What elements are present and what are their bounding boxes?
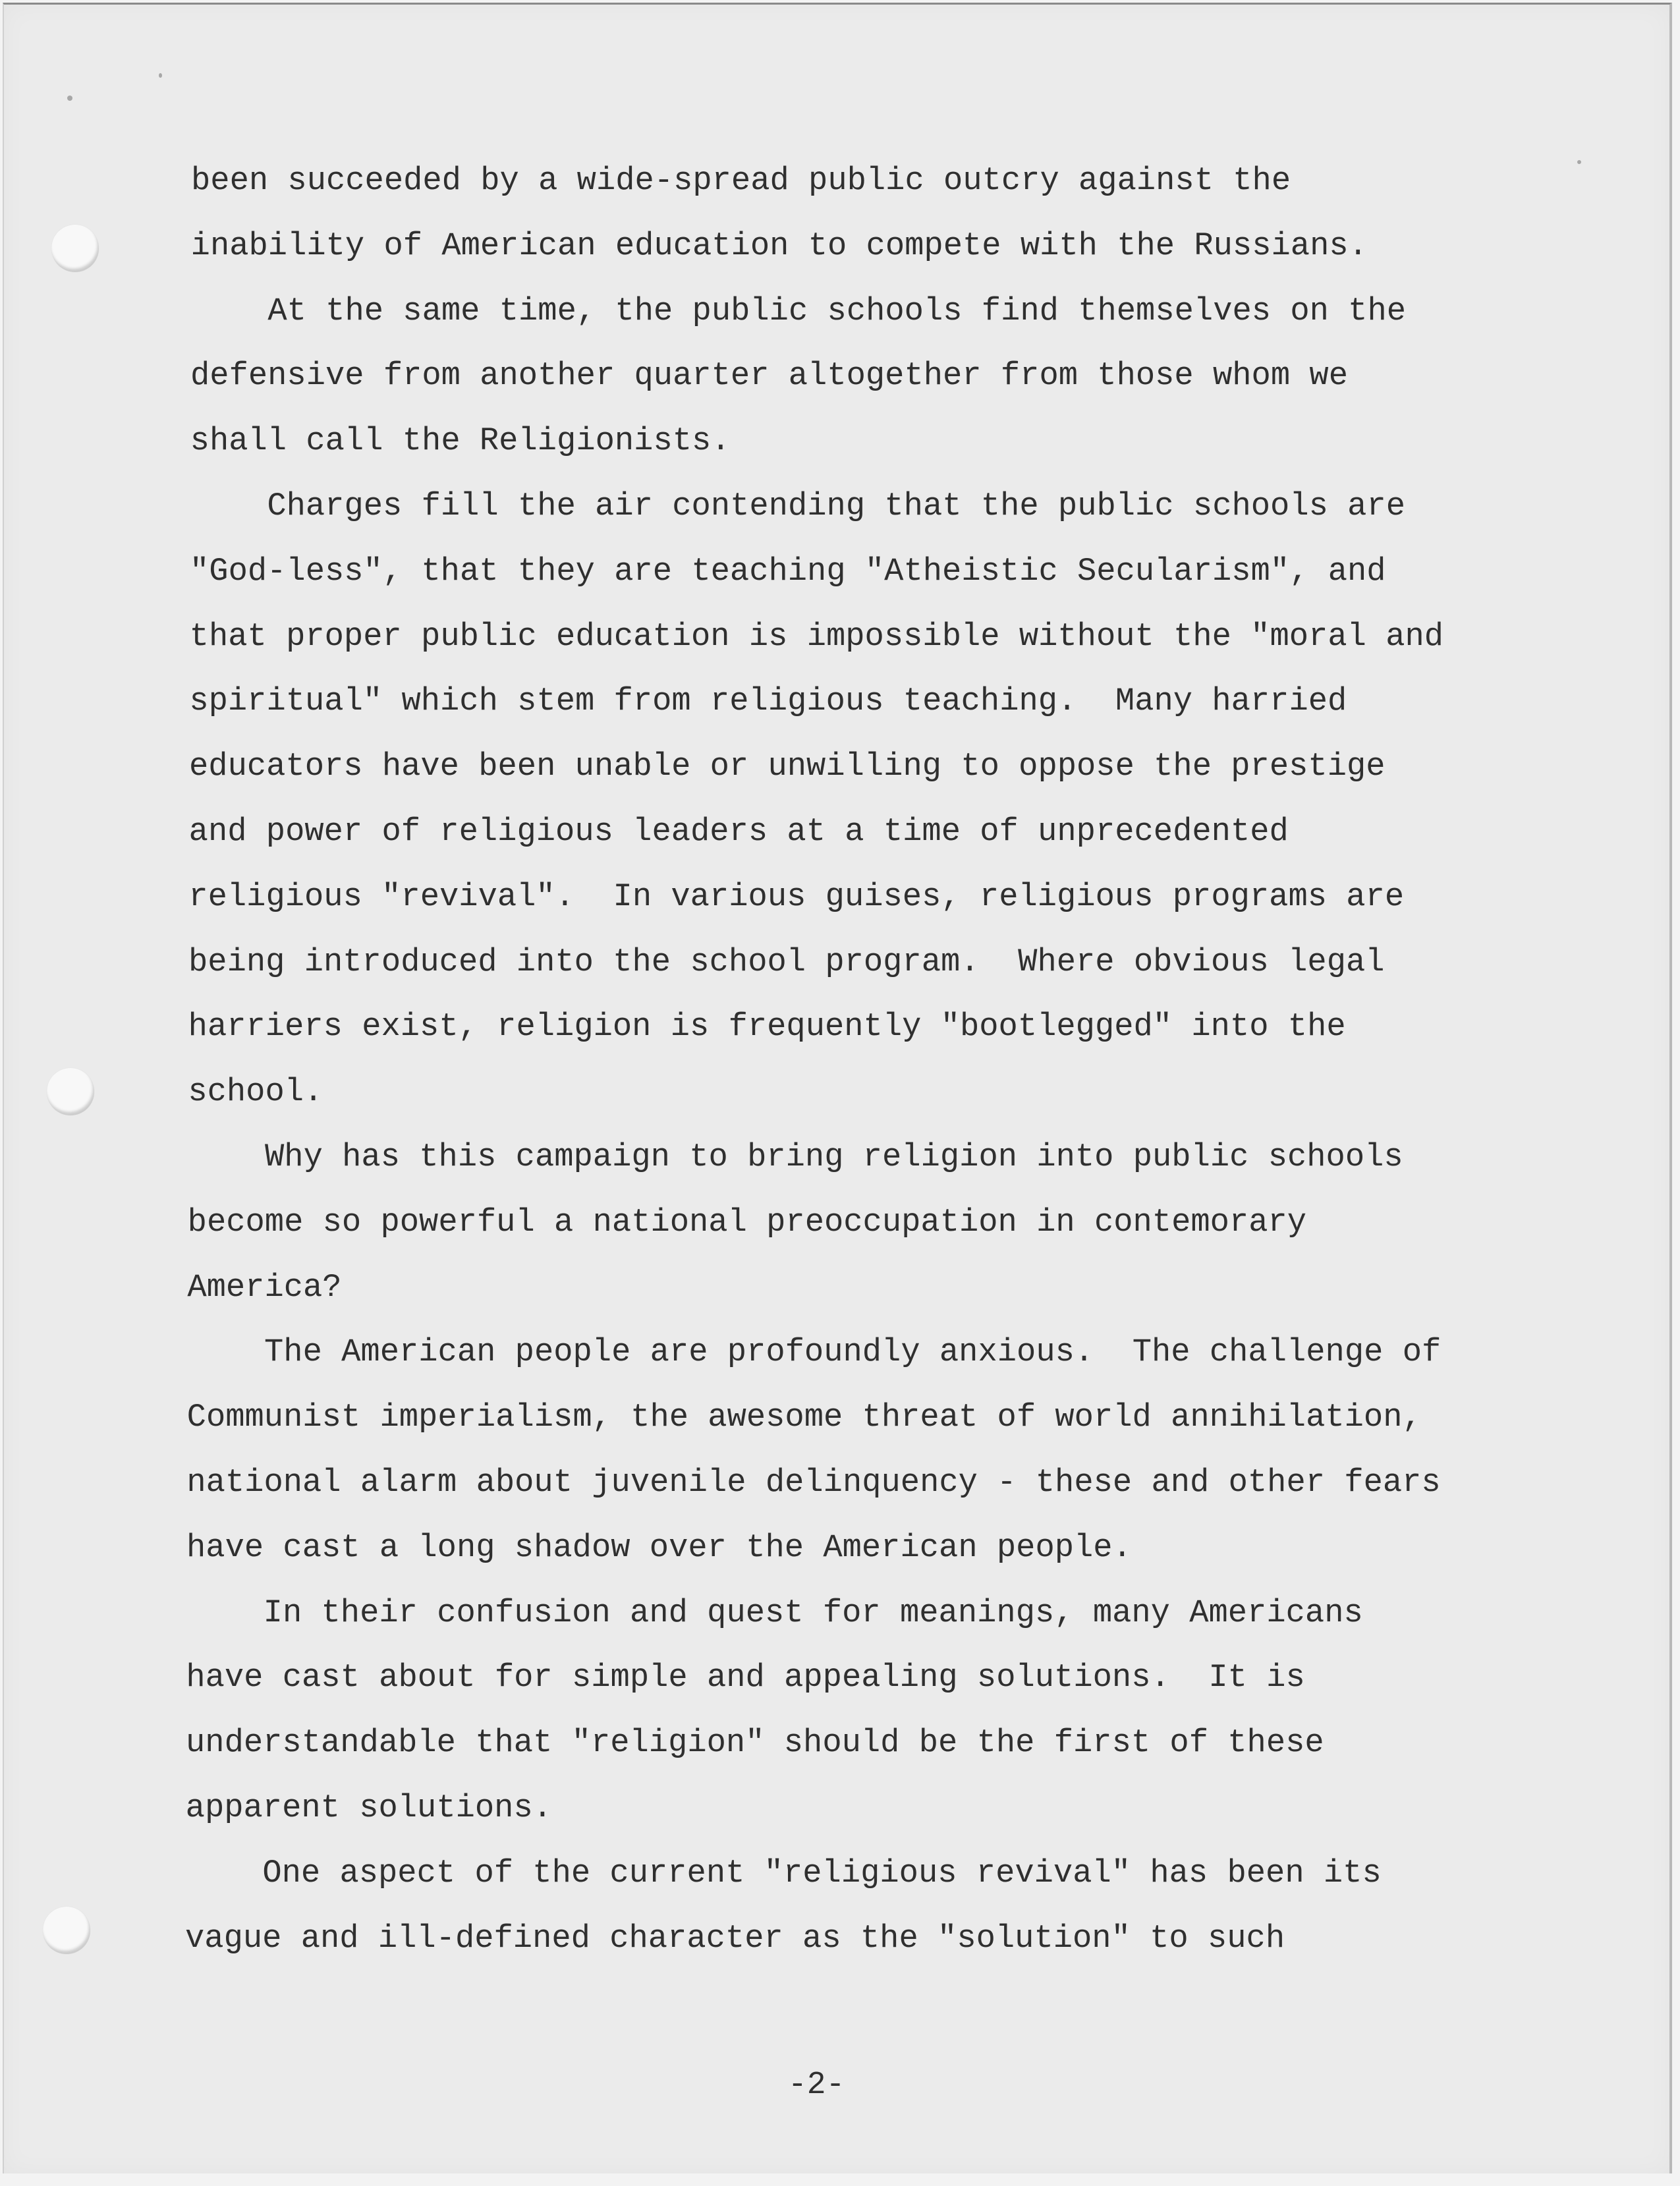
text-line: spiritual" which stem from religious teaching. Many harried [189,683,1347,720]
paragraph-first-line: The American people are profoundly anxious. The challenge of [264,1333,1442,1371]
paper-sheet [3,3,1672,2173]
text-line: defensive from another quarter altogether from those whom we [190,357,1348,395]
text-line: harriers exist, religion is frequently "bootlegged" into the [188,1008,1346,1046]
text-line: "God-less", that they are teaching "Atheistic Secularism", and [190,552,1386,590]
text-line: apparent solutions. [185,1789,553,1826]
scan-speck [1577,160,1581,164]
text-line: become so powerful a national preoccupation in contemorary [187,1203,1307,1241]
text-line: been succeeded by a wide-spread public outcry against the [191,162,1291,199]
text-line: shall call the Religionists. [190,422,731,460]
paragraph-first-line: One aspect of the current "religious revival" has been its [262,1854,1382,1892]
punch-hole-middle [47,1068,94,1115]
punch-hole-bottom [43,1907,90,1954]
text-line: school. [188,1073,323,1111]
scan-speck [67,96,72,101]
page-number: -2- [788,2067,845,2103]
text-line: inability of American education to compete with the Russians. [190,227,1368,264]
paragraph-first-line: At the same time, the public schools find themselves on the [267,292,1407,329]
scan-speck [159,73,162,78]
paragraph-first-line: In their confusion and quest for meanings, many Americans [263,1594,1363,1631]
text-line: that proper public education is impossible without the "moral and [189,617,1444,655]
paragraph-first-line: Why has this campaign to bring religion into public schools [265,1138,1403,1175]
text-line: national alarm about juvenile delinquency - these and other fears [186,1464,1441,1501]
paragraph-first-line: Charges fill the air contending that the public schools are [267,488,1406,524]
text-line: and power of religious leaders at a time of unprecedented [188,813,1289,850]
text-line: religious "revival". In various guises, religious programs are [188,878,1405,915]
text-line: have cast about for simple and appealing solutions. It is [186,1659,1305,1696]
text-line: America? [187,1268,342,1306]
text-line: have cast a long shadow over the American people. [186,1528,1132,1566]
text-line: educators have been unable or unwilling to oppose the prestige [189,748,1386,785]
text-line: being introduced into the school program. Where obvious legal [188,943,1385,980]
punch-hole-top [51,225,99,272]
text-line: vague and ill-defined character as the "solution" to such [185,1919,1285,1957]
text-line: Communist imperialism, the awesome threat of world annihilation, [186,1399,1422,1436]
text-line: understandable that "religion" should be the first of these [186,1724,1324,1762]
